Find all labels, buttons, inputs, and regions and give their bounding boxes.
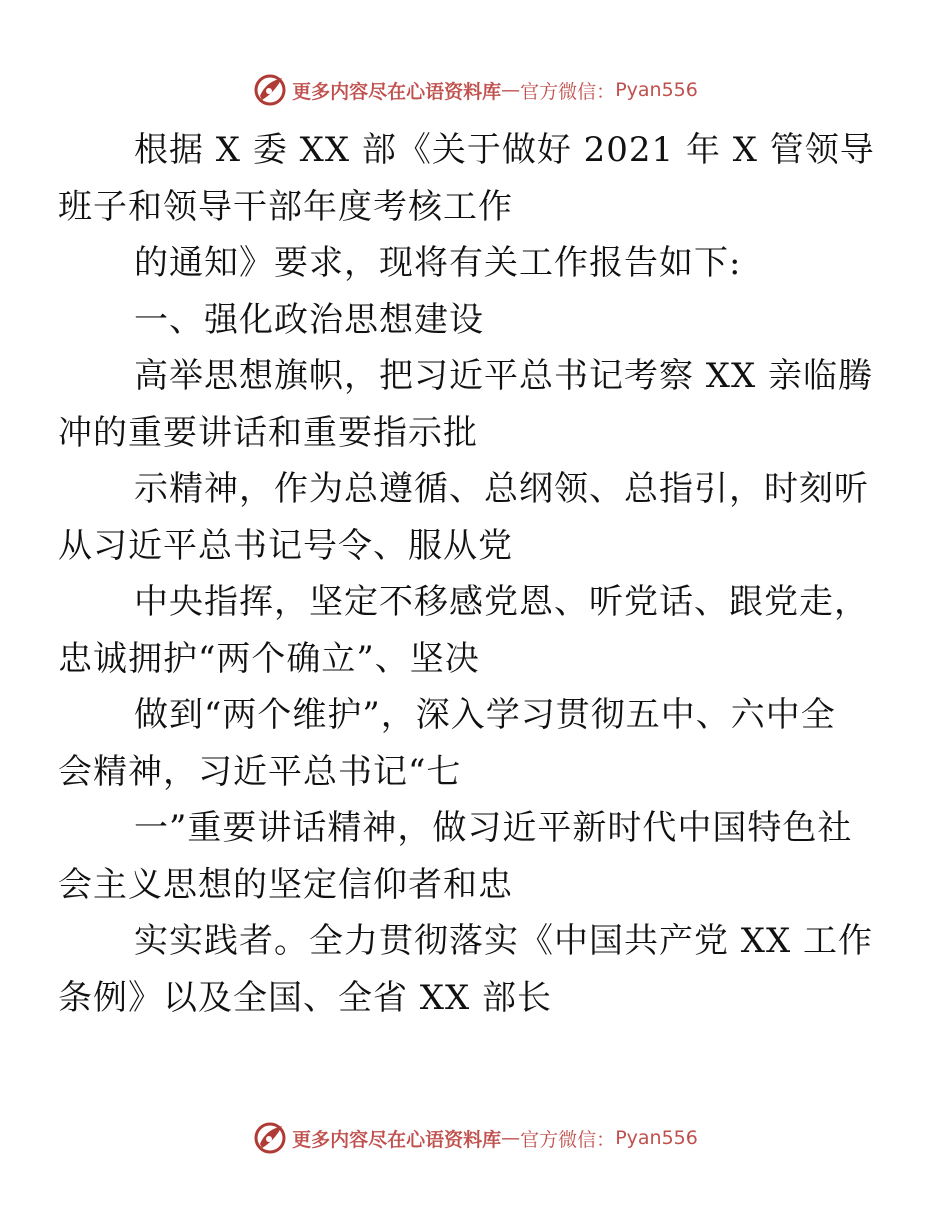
banner-title: 更多内容尽在心语资料库 xyxy=(292,80,502,103)
banner-wechat-id: Pyan556 xyxy=(615,1127,698,1149)
banner-wechat-label: 官方微信： xyxy=(520,1128,616,1151)
paragraph-6 xyxy=(58,687,856,800)
footer-watermark-banner xyxy=(0,1118,950,1158)
banner-wechat-id: Pyan556 xyxy=(615,79,698,101)
banner-dash: — xyxy=(501,79,521,101)
line: 的通知》要求，现将有关工作报告如下: xyxy=(134,243,742,283)
line: 会精神，习近平总书记“七 xyxy=(58,751,462,792)
line: 从习近平总书记号令、服从党 xyxy=(58,525,513,566)
line: 一”重要讲话精神，做习近平新时代中国特色社 xyxy=(134,808,853,848)
logo-icon xyxy=(252,1120,288,1156)
banner-title: 更多内容尽在心语资料库 xyxy=(292,1128,502,1151)
paragraph-3 xyxy=(58,348,874,461)
line: 实实践者。全力贯彻落实《中国共产党 XX 工作 xyxy=(134,921,874,961)
line: 根据 X 委 XX 部《关于做好 2021 年 X 管领导 xyxy=(134,130,875,170)
line: 会主义思想的坚定信仰者和忠 xyxy=(58,864,513,905)
line: 示精神，作为总遵循、总纲领、总指引，时刻听 xyxy=(134,469,869,509)
section-heading xyxy=(96,292,856,349)
line: 中央指挥，坚定不移感党恩、听党话、跟党走， xyxy=(134,582,869,622)
line: 做到“两个维护”，深入学习贯彻五中、六中全 xyxy=(134,695,836,735)
line: 冲的重要讲话和重要指示批 xyxy=(58,412,478,453)
banner-dash: — xyxy=(501,1127,521,1149)
paragraph-4 xyxy=(58,461,869,574)
logo-icon xyxy=(252,72,288,108)
line: 忠诚拥护“两个确立”、坚决 xyxy=(58,638,480,679)
paragraph-8 xyxy=(58,913,874,1026)
line: 高举思想旗帜，把习近平总书记考察 XX 亲临腾 xyxy=(134,356,874,396)
line: 班子和领导干部年度考核工作 xyxy=(58,186,513,227)
paragraph-5 xyxy=(58,574,869,687)
paragraph-2 xyxy=(96,235,856,292)
line: 一、强化政治思想建设 xyxy=(134,299,484,340)
paragraph-7 xyxy=(58,800,856,913)
line: 条例》以及全国、全省 XX 部长 xyxy=(58,977,553,1018)
paragraph-1 xyxy=(58,122,875,235)
header-watermark-banner xyxy=(0,70,950,110)
banner-wechat-label: 官方微信： xyxy=(520,80,616,103)
document-body xyxy=(58,122,875,1026)
